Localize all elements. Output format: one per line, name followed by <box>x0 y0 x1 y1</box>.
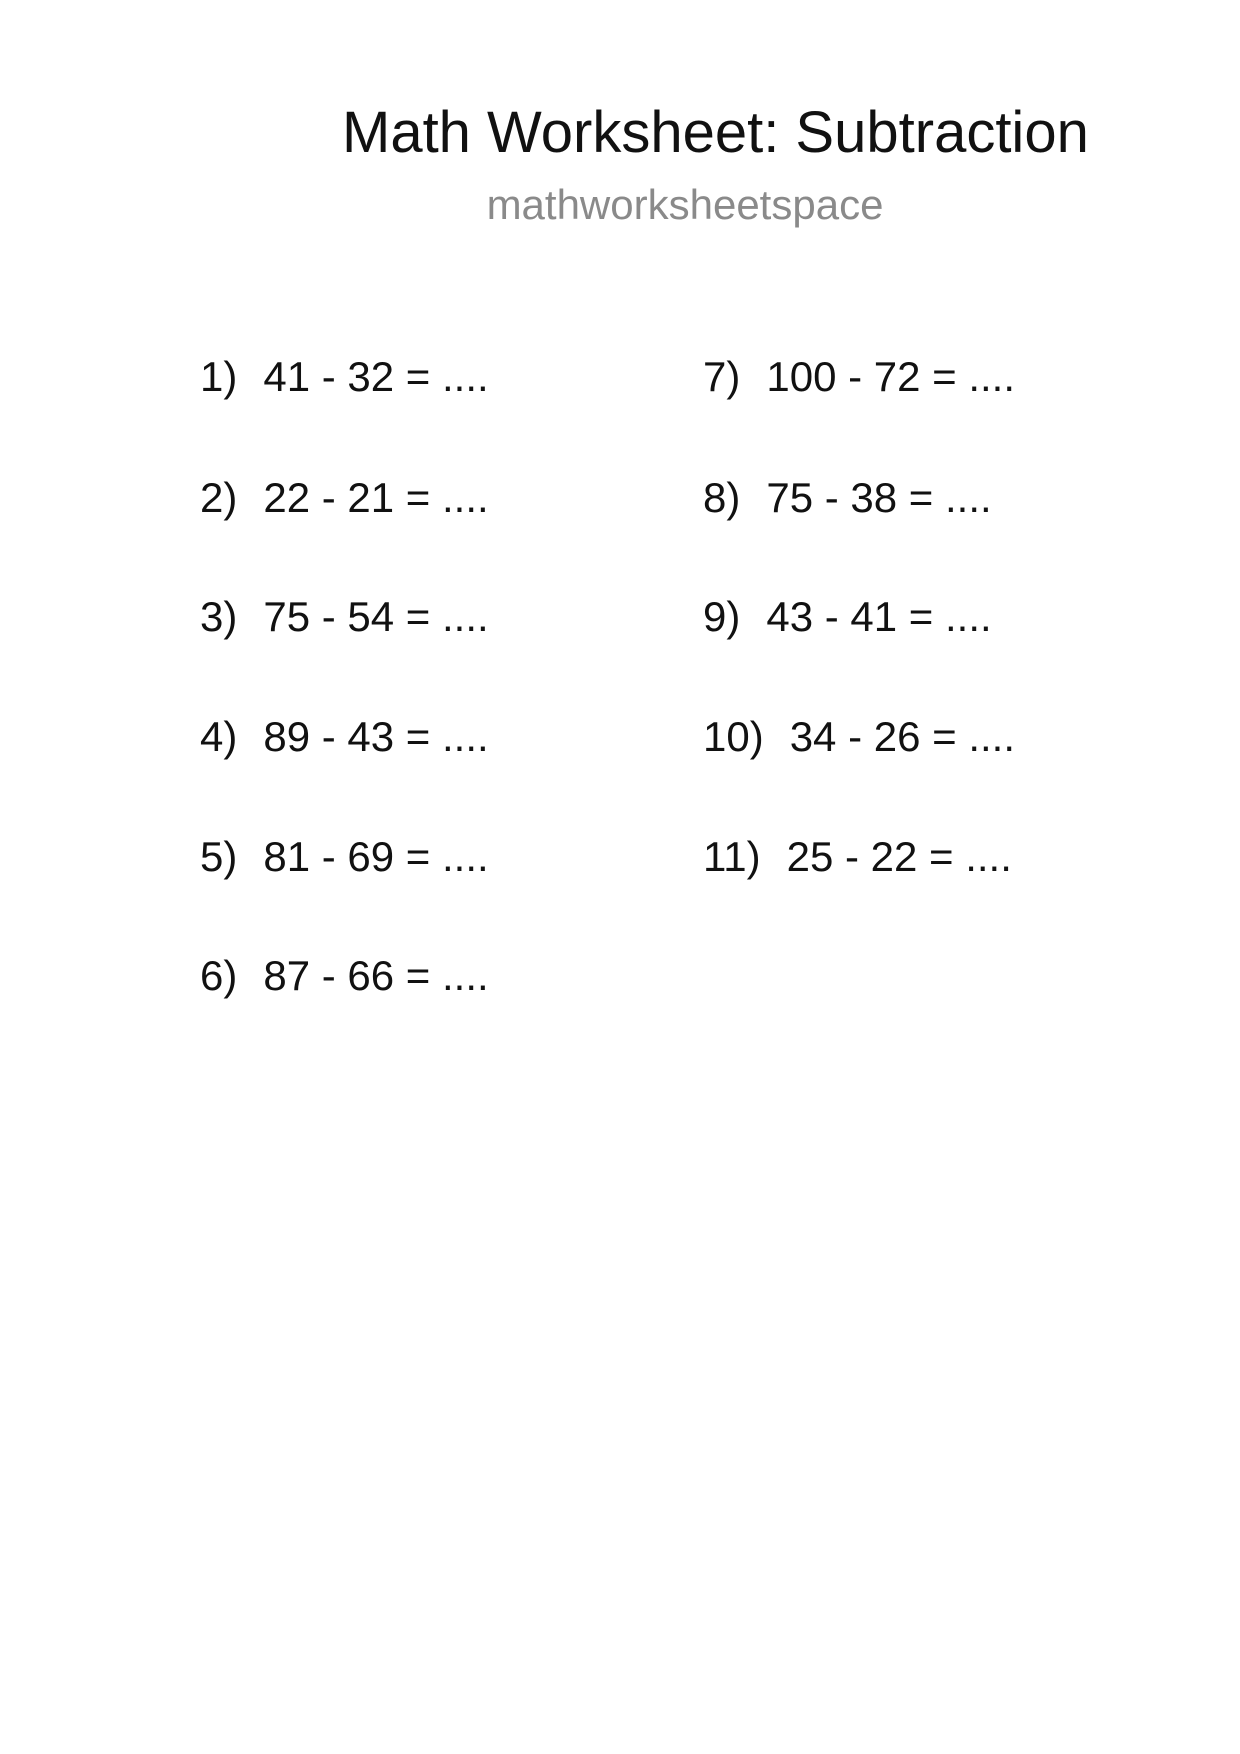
problem-number: 5) <box>200 833 238 880</box>
problem-expression: 34 - 26 = .... <box>789 713 1016 760</box>
problem-item <box>200 712 489 762</box>
problem-number: 7) <box>703 353 741 400</box>
problem-item <box>703 832 1012 882</box>
problem-number: 2) <box>200 474 238 521</box>
problem-expression: 100 - 72 = .... <box>766 353 1016 400</box>
problem-item <box>200 592 489 642</box>
problem-expression: 43 - 41 = .... <box>766 593 992 640</box>
problem-item <box>200 832 489 882</box>
problem-number: 8) <box>703 474 741 521</box>
problem-expression: 81 - 69 = .... <box>263 833 489 880</box>
page-subtitle: mathworksheetspace <box>486 181 884 228</box>
problem-item <box>200 473 489 523</box>
problem-expression: 25 - 22 = .... <box>786 833 1012 880</box>
problem-expression: 75 - 38 = .... <box>766 474 992 521</box>
problem-expression: 41 - 32 = .... <box>263 353 489 400</box>
problem-item <box>703 712 1015 762</box>
problem-item <box>703 473 992 523</box>
problem-number: 3) <box>200 593 238 640</box>
problem-number: 1) <box>200 353 238 400</box>
page-title: Math Worksheet: Subtraction <box>342 100 1089 165</box>
problem-number: 11) <box>703 833 761 880</box>
problem-expression: 89 - 43 = .... <box>263 713 489 760</box>
problem-expression: 22 - 21 = .... <box>263 474 489 521</box>
problem-item <box>703 352 1015 402</box>
problem-number: 4) <box>200 713 238 760</box>
problem-item <box>200 352 489 402</box>
problem-number: 9) <box>703 593 741 640</box>
problem-number: 6) <box>200 952 238 999</box>
problem-expression: 87 - 66 = .... <box>263 952 489 999</box>
problem-number: 10) <box>703 713 764 760</box>
problem-item <box>200 951 489 1001</box>
problem-expression: 75 - 54 = .... <box>263 593 489 640</box>
problem-item <box>703 592 992 642</box>
